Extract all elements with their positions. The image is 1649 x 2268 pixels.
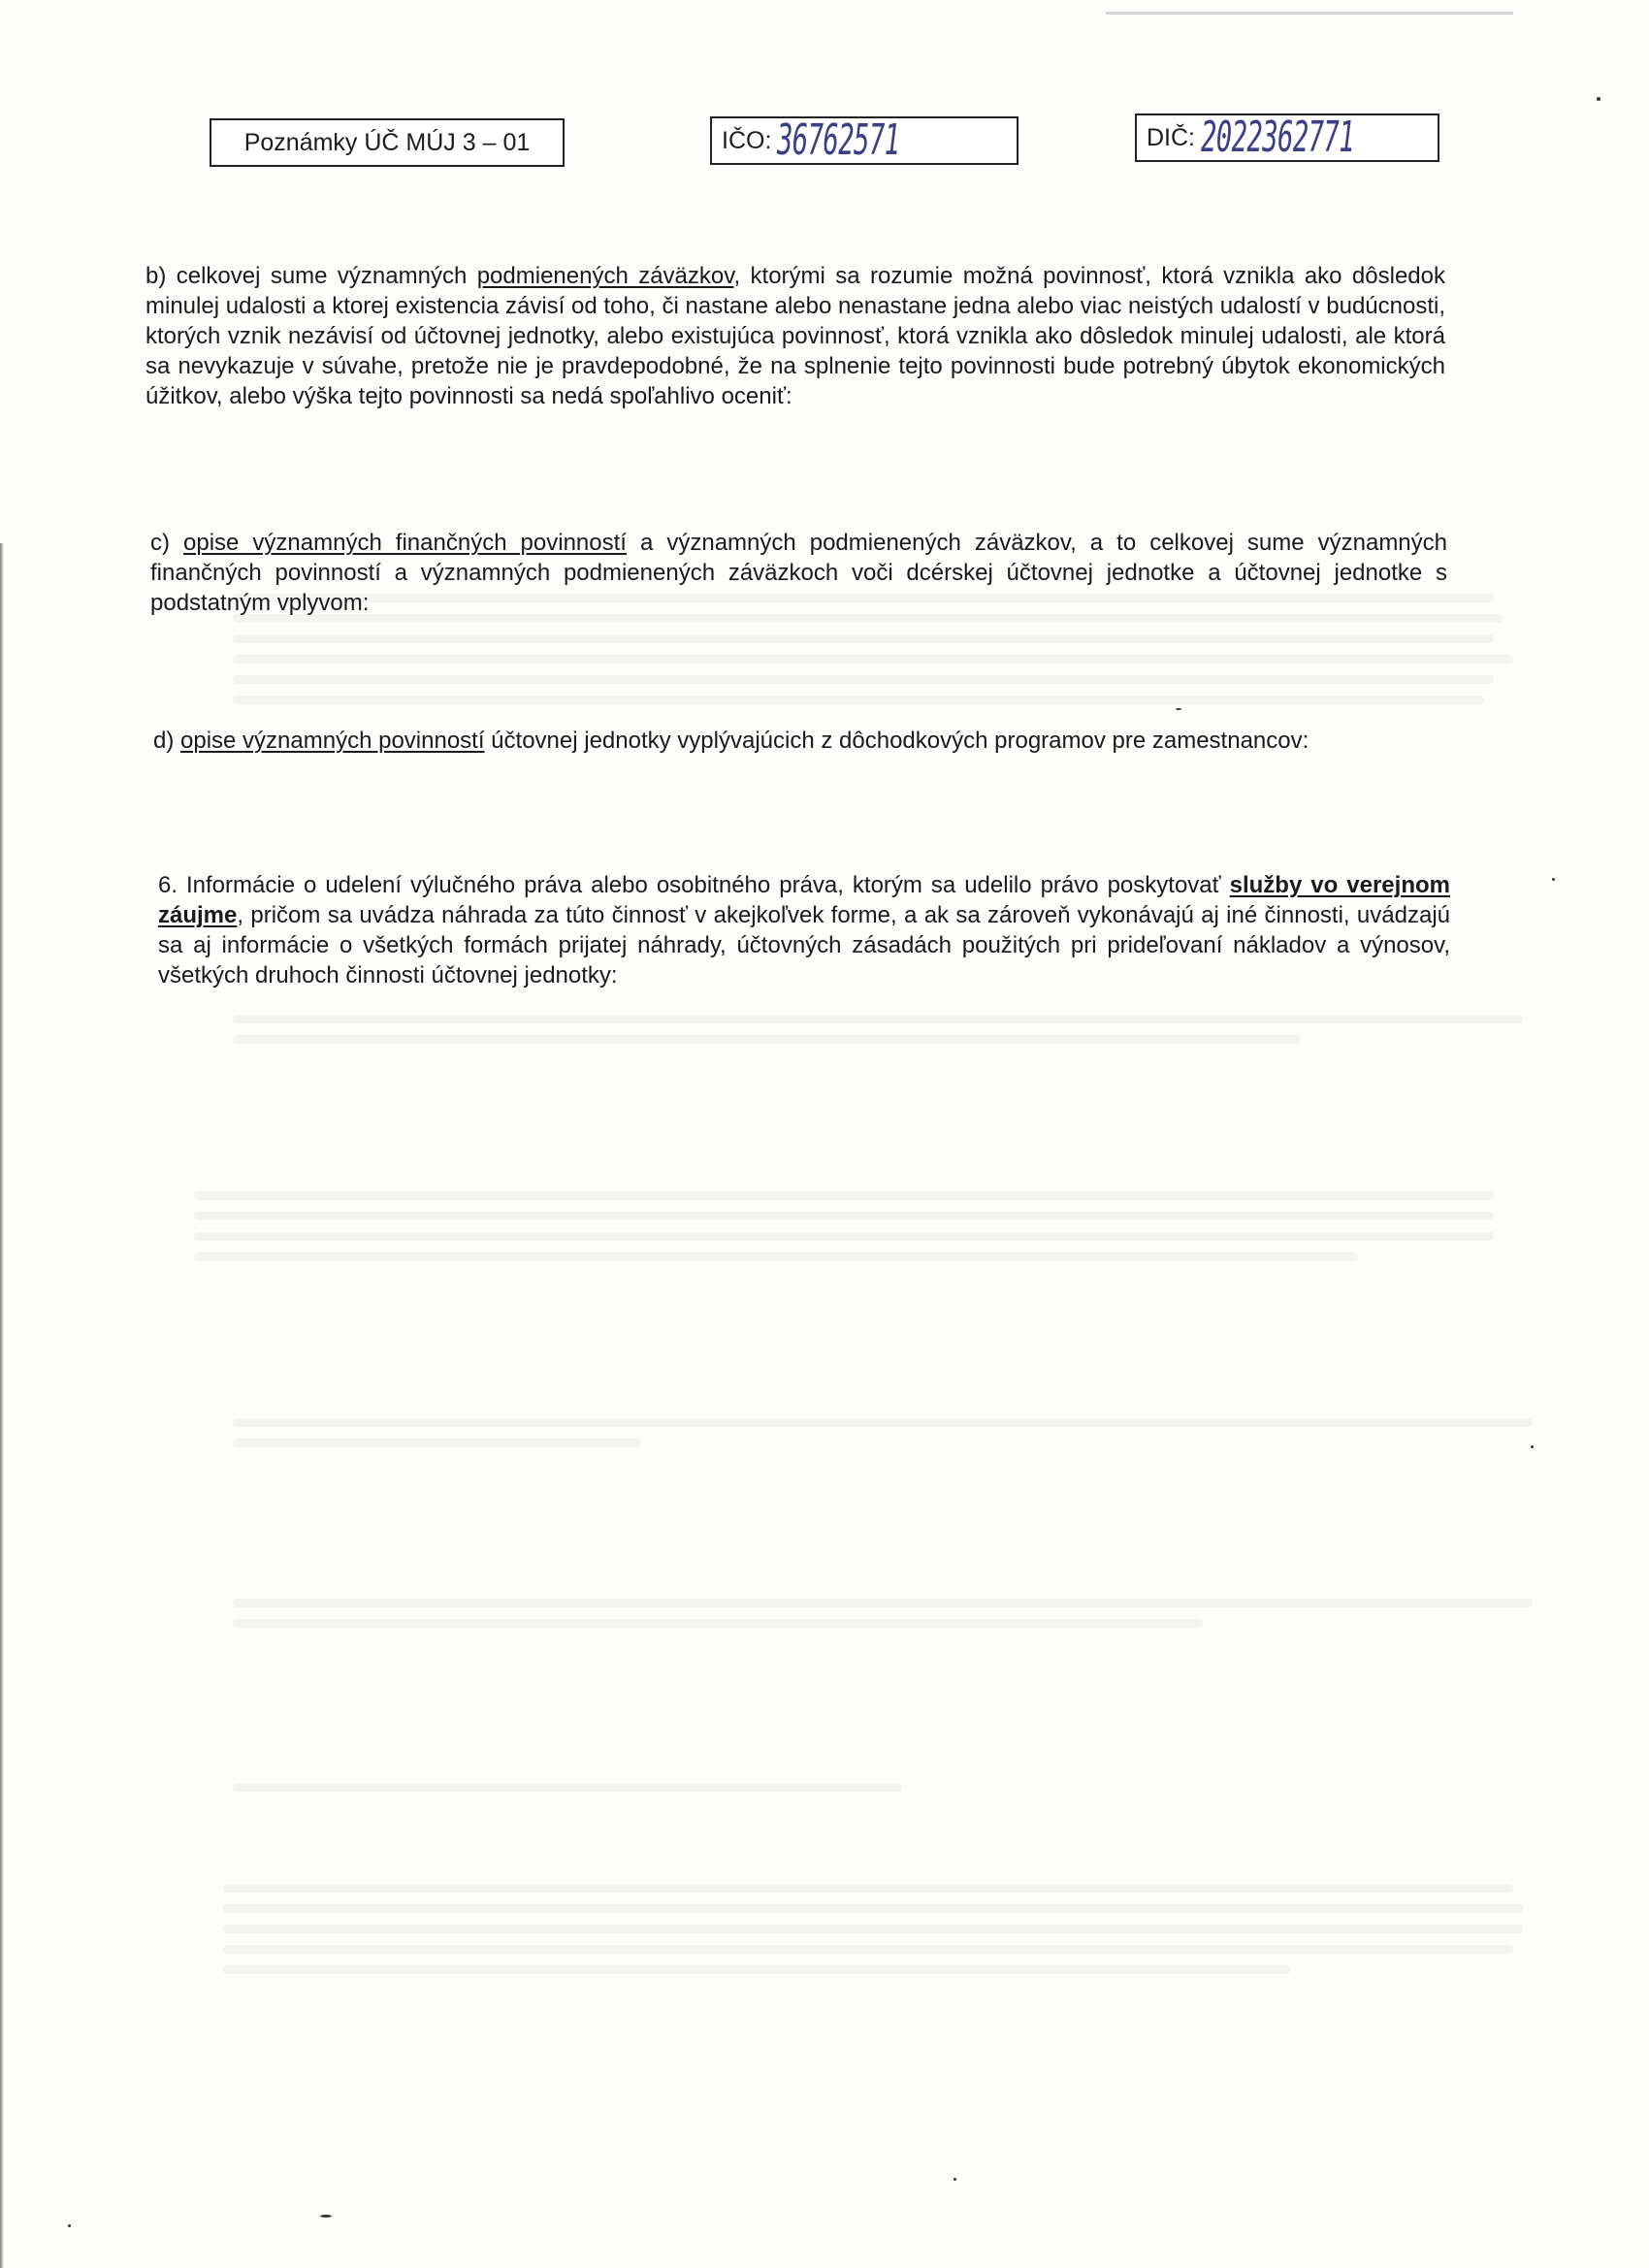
section-6-prefix: 6. Informácie o udelení výlučného práva alebo osobitného práva, ktorým sa udelilo právo poskytovať: [158, 872, 1230, 898]
form-label: Poznámky ÚČ MÚJ 3 – 01: [243, 128, 531, 156]
ico-label: IČO:: [722, 126, 772, 154]
section-d-paragraph: [153, 726, 1434, 756]
dic-box: [1135, 113, 1439, 162]
form-label-box: [210, 118, 565, 167]
scan-edge-shadow: [0, 543, 4, 2268]
section-b-term: podmienených záväzkov: [476, 263, 734, 289]
section-c-text: a významných podmienených záväzkov, a to celkovej sume významných finančných povinností a významných podmienených záväzkoch voči dcérskej účtovnej jednotke a účtovnej jednotke s podstatným vplyvom:: [150, 530, 1448, 616]
section-d-prefix: d): [153, 728, 181, 754]
dic-label: DIČ:: [1147, 123, 1195, 151]
scan-speck: [954, 2178, 956, 2181]
ico-value: 36762571: [777, 115, 900, 165]
section-b-paragraph: [146, 261, 1445, 411]
scan-edge-mark: [1106, 12, 1513, 15]
section-c-paragraph: [150, 528, 1447, 618]
scan-speck: [1552, 878, 1555, 881]
scan-speck: [1176, 708, 1181, 710]
section-d-term: opise významných povinností: [180, 728, 485, 754]
scan-speck: [320, 2215, 332, 2218]
section-c-prefix: c): [150, 530, 184, 556]
scan-speck: [1597, 97, 1600, 101]
section-b-prefix: b) celkovej sume významných: [146, 263, 477, 289]
section-6-text: , pričom sa uvádza náhrada za túto činnosť v akejkoľvek forme, a ak sa zároveň vykonávajú aj iné činnosti, uvádzajú sa aj informácie o všetkých formách prijatej náhrady, účtovných zásadách použitých pri prideľovaní nákladov a výnosov, všetkých druhoch činnosti účtovnej jednotky:: [158, 902, 1450, 988]
section-d-text: účtovnej jednotky vyplývajúcich z dôchodkových programov pre zamestnancov:: [484, 728, 1310, 754]
scan-speck: [68, 2224, 71, 2227]
section-6-term: služby vo verejnom záujme: [158, 872, 1450, 928]
ico-box: [710, 116, 1018, 165]
section-b-text: , ktorými sa rozumie možná povinnosť, ktorá vznikla ako dôsledok minulej udalosti a ktorej existencia závisí od toho, či nastane alebo nenastane jedna alebo viac neistých udalostí v budúcnosti, ktorých vznik nezávisí od účtovnej jednotky, alebo existujúca povinnosť, ktorá vznikla ako dôsledok minulej udalosti, ale ktorá sa nevykazuje v súvahe, pretože nie je pravdepodobné, že na splnenie tejto povinnosti bude potrebný úbytok ekonomických úžitkov, alebo výška tejto povinnosti sa nedá spoľahlivo oceniť:: [146, 263, 1445, 409]
dic-value: 2022362771: [1201, 113, 1355, 162]
section-6-paragraph: [158, 870, 1450, 990]
scan-speck: [1531, 1445, 1534, 1448]
section-c-term: opise významných finančných povinností: [183, 530, 627, 556]
